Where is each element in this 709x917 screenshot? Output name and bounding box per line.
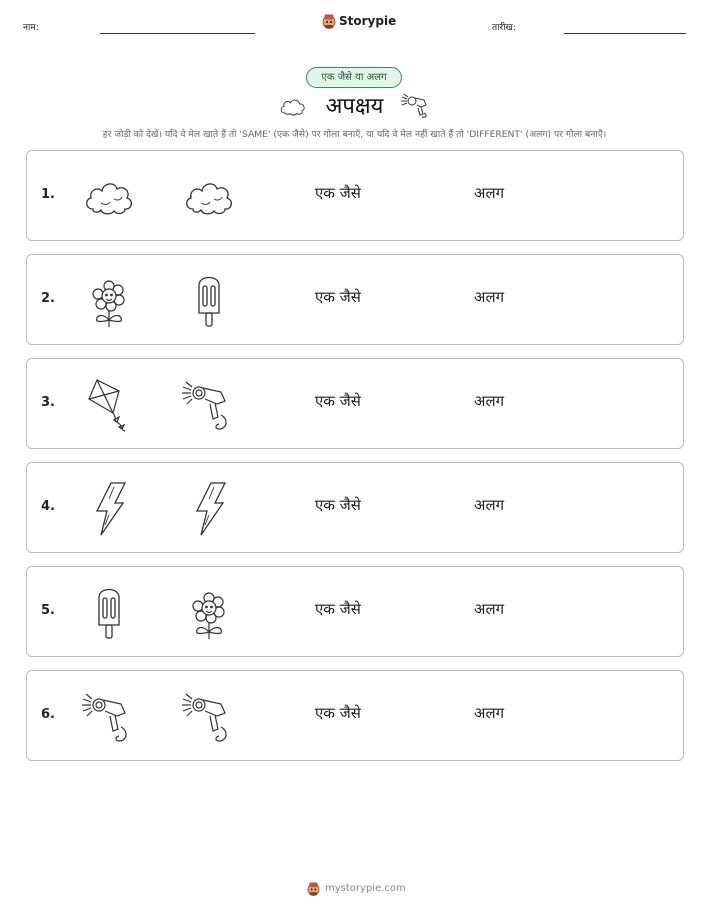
question-number: 2. bbox=[41, 291, 55, 306]
question-row-4 bbox=[26, 462, 684, 553]
question-number: 3. bbox=[41, 395, 55, 410]
name-label: नाम: bbox=[23, 23, 39, 33]
page-title: अपक्षय bbox=[325, 94, 384, 119]
question-row-3 bbox=[26, 358, 684, 449]
same-option[interactable]: एक जैसे bbox=[315, 496, 361, 514]
different-option[interactable]: अलग bbox=[474, 288, 505, 306]
question-number: 1. bbox=[41, 187, 55, 202]
different-option[interactable]: अलग bbox=[474, 704, 505, 722]
lightning-icon bbox=[181, 481, 237, 537]
storypie-mascot-icon bbox=[322, 13, 336, 29]
different-option[interactable]: अलग bbox=[474, 184, 505, 202]
same-option[interactable]: एक जैसे bbox=[315, 600, 361, 618]
name-field[interactable] bbox=[100, 33, 255, 34]
flower-icon bbox=[81, 273, 137, 329]
same-option[interactable]: एक जैसे bbox=[315, 704, 361, 722]
different-option[interactable]: अलग bbox=[474, 496, 505, 514]
hose-nozzle-icon bbox=[181, 377, 237, 433]
brand-name: Storypie bbox=[339, 14, 397, 28]
popsicle-icon bbox=[181, 273, 237, 329]
hose-nozzle-icon bbox=[81, 689, 137, 745]
question-row-5 bbox=[26, 566, 684, 657]
popsicle-icon bbox=[81, 585, 137, 641]
storypie-mascot-icon bbox=[307, 881, 320, 896]
footer-url[interactable]: mystorypie.com bbox=[325, 883, 406, 894]
cloud-icon bbox=[181, 169, 237, 225]
instructions: हर जोड़ी को देखें। यदि वे मेल खाते हैं तो 'SAME' (एक जैसे) पर गोला बनाएँ, या यदि वे मेल नहीं खाते हैं तो 'DIFFERENT' (अलग) पर गोला बनाएँ। bbox=[102, 129, 607, 140]
flower-icon bbox=[181, 585, 237, 641]
same-option[interactable]: एक जैसे bbox=[315, 184, 361, 202]
same-option[interactable]: एक जैसे bbox=[315, 288, 361, 306]
hose-nozzle-icon bbox=[181, 689, 237, 745]
question-row-2 bbox=[26, 254, 684, 345]
different-option[interactable]: अलग bbox=[474, 600, 505, 618]
kite-icon bbox=[81, 377, 137, 433]
same-option[interactable]: एक जैसे bbox=[315, 392, 361, 410]
different-option[interactable]: अलग bbox=[474, 392, 505, 410]
question-number: 5. bbox=[41, 603, 55, 618]
date-label: तारीख: bbox=[492, 23, 516, 33]
question-row-6 bbox=[26, 670, 684, 761]
question-number: 4. bbox=[41, 499, 55, 514]
brand-logo bbox=[322, 13, 396, 29]
footer bbox=[307, 881, 406, 896]
hose-nozzle-icon bbox=[400, 91, 432, 119]
question-row-1 bbox=[26, 150, 684, 241]
date-field[interactable] bbox=[564, 33, 686, 34]
lightning-icon bbox=[81, 481, 137, 537]
cloud-icon bbox=[81, 169, 137, 225]
worksheet-type-badge: एक जैसे या अलग bbox=[306, 67, 402, 88]
question-number: 6. bbox=[41, 707, 55, 722]
